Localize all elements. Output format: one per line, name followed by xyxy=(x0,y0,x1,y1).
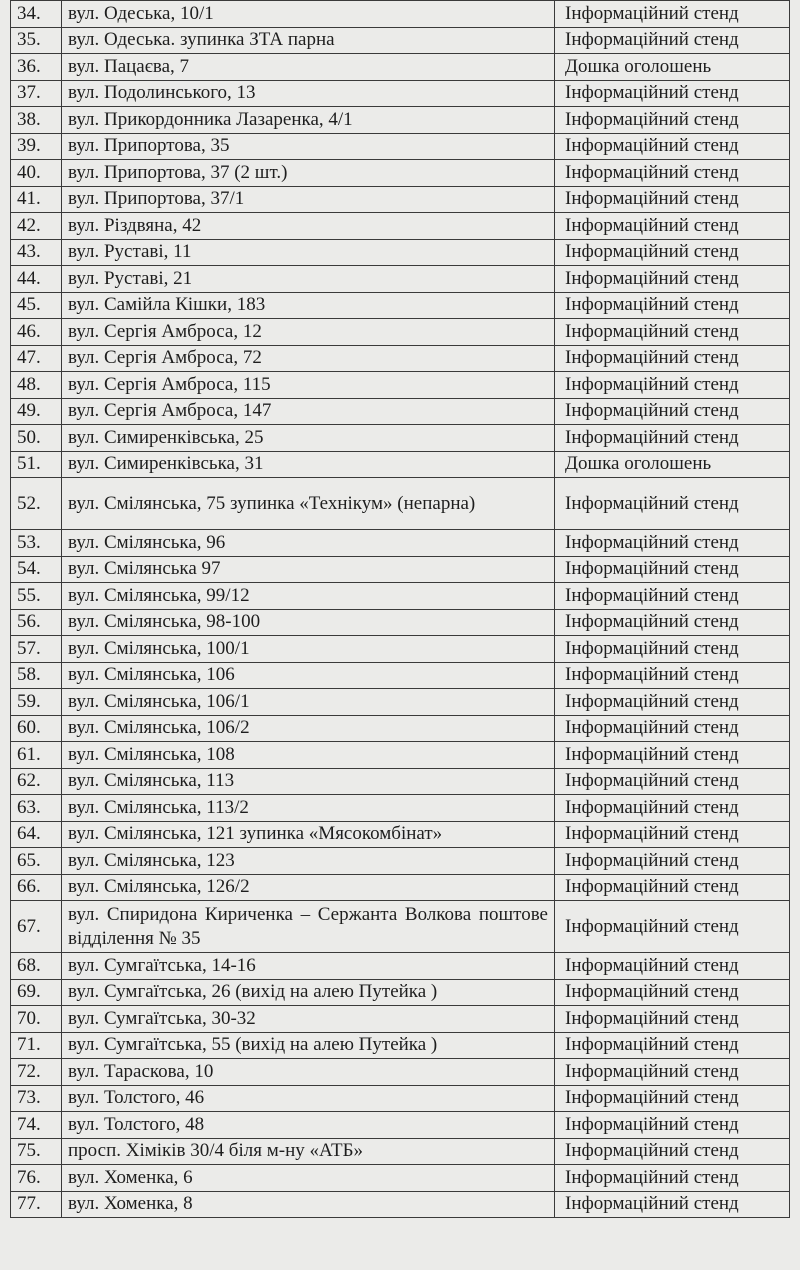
row-type: Інформаційний стенд xyxy=(555,1085,790,1112)
row-type: Інформаційний стенд xyxy=(555,874,790,901)
table-row xyxy=(11,425,790,452)
row-address: вул. Смілянська, 98-100 xyxy=(62,609,555,636)
row-address: вул. Смілянська, 113 xyxy=(62,768,555,795)
row-address: вул. Симиренківська, 25 xyxy=(62,425,555,452)
row-type: Інформаційний стенд xyxy=(555,662,790,689)
row-number: 45. xyxy=(11,292,62,319)
row-type: Інформаційний стенд xyxy=(555,1165,790,1192)
locations-table-body xyxy=(11,1,790,1218)
row-address: вул. Припортова, 37 (2 шт.) xyxy=(62,160,555,187)
row-address: вул. Смілянська 97 xyxy=(62,556,555,583)
row-number: 69. xyxy=(11,979,62,1006)
row-address: вул. Сергія Амброса, 115 xyxy=(62,372,555,399)
row-type: Інформаційний стенд xyxy=(555,372,790,399)
row-type: Інформаційний стенд xyxy=(555,1059,790,1086)
row-number: 49. xyxy=(11,398,62,425)
table-row xyxy=(11,768,790,795)
row-address: вул. Тараскова, 10 xyxy=(62,1059,555,1086)
table-row xyxy=(11,874,790,901)
row-type: Інформаційний стенд xyxy=(555,821,790,848)
table-row xyxy=(11,239,790,266)
table-row xyxy=(11,530,790,557)
table-row xyxy=(11,742,790,769)
row-address: вул. Сумгаїтська, 55 (вихід на алею Путейка ) xyxy=(62,1032,555,1059)
row-type: Інформаційний стенд xyxy=(555,213,790,240)
row-number: 75. xyxy=(11,1138,62,1165)
table-row xyxy=(11,662,790,689)
row-type: Інформаційний стенд xyxy=(555,848,790,875)
row-number: 37. xyxy=(11,80,62,107)
row-number: 35. xyxy=(11,27,62,54)
row-number: 46. xyxy=(11,319,62,346)
table-row xyxy=(11,1059,790,1086)
row-number: 40. xyxy=(11,160,62,187)
row-number: 44. xyxy=(11,266,62,293)
table-row xyxy=(11,1165,790,1192)
row-number: 50. xyxy=(11,425,62,452)
row-number: 77. xyxy=(11,1191,62,1218)
table-row xyxy=(11,54,790,81)
table-row xyxy=(11,901,790,953)
row-address: вул. Сергія Амброса, 72 xyxy=(62,345,555,372)
row-address: вул. Смілянська, 75 зупинка «Технікум» (непарна) xyxy=(62,478,555,530)
row-type: Інформаційний стенд xyxy=(555,689,790,716)
row-type: Інформаційний стенд xyxy=(555,530,790,557)
row-address: вул. Різдвяна, 42 xyxy=(62,213,555,240)
row-number: 55. xyxy=(11,583,62,610)
row-number: 38. xyxy=(11,107,62,134)
row-type: Інформаційний стенд xyxy=(555,768,790,795)
row-type: Інформаційний стенд xyxy=(555,636,790,663)
row-type: Інформаційний стенд xyxy=(555,80,790,107)
table-row xyxy=(11,689,790,716)
row-number: 43. xyxy=(11,239,62,266)
row-address: вул. Смілянська, 108 xyxy=(62,742,555,769)
row-type: Інформаційний стенд xyxy=(555,319,790,346)
row-type: Інформаційний стенд xyxy=(555,425,790,452)
table-row xyxy=(11,319,790,346)
row-number: 34. xyxy=(11,1,62,28)
row-number: 64. xyxy=(11,821,62,848)
row-number: 56. xyxy=(11,609,62,636)
row-type: Інформаційний стенд xyxy=(555,609,790,636)
row-type: Інформаційний стенд xyxy=(555,345,790,372)
table-row xyxy=(11,372,790,399)
row-number: 67. xyxy=(11,901,62,953)
table-row xyxy=(11,80,790,107)
row-type: Інформаційний стенд xyxy=(555,133,790,160)
locations-table xyxy=(10,0,790,1218)
row-address: вул. Припортова, 37/1 xyxy=(62,186,555,213)
row-address: вул. Сергія Амброса, 12 xyxy=(62,319,555,346)
row-address: вул. Смілянська, 106/1 xyxy=(62,689,555,716)
row-type: Інформаційний стенд xyxy=(555,556,790,583)
row-address: вул. Сумгаїтська, 30-32 xyxy=(62,1006,555,1033)
table-row xyxy=(11,478,790,530)
row-type: Інформаційний стенд xyxy=(555,715,790,742)
row-number: 47. xyxy=(11,345,62,372)
row-type: Інформаційний стенд xyxy=(555,901,790,953)
row-address: вул. Спиридона Кириченка – Сержанта Волкова поштове відділення № 35 xyxy=(62,901,555,953)
row-address: вул. Смілянська, 121 зупинка «Мясокомбінат» xyxy=(62,821,555,848)
row-address: вул. Симиренківська, 31 xyxy=(62,451,555,478)
row-type: Дошка оголошень xyxy=(555,54,790,81)
row-address: вул. Смілянська, 106 xyxy=(62,662,555,689)
row-number: 52. xyxy=(11,478,62,530)
row-number: 59. xyxy=(11,689,62,716)
row-number: 72. xyxy=(11,1059,62,1086)
row-number: 42. xyxy=(11,213,62,240)
table-row xyxy=(11,636,790,663)
row-address: вул. Смілянська, 113/2 xyxy=(62,795,555,822)
row-number: 65. xyxy=(11,848,62,875)
table-row xyxy=(11,795,790,822)
row-number: 70. xyxy=(11,1006,62,1033)
row-number: 76. xyxy=(11,1165,62,1192)
row-type: Інформаційний стенд xyxy=(555,1138,790,1165)
row-number: 41. xyxy=(11,186,62,213)
row-type: Дошка оголошень xyxy=(555,451,790,478)
row-address: вул. Сумгаїтська, 14-16 xyxy=(62,953,555,980)
row-type: Інформаційний стенд xyxy=(555,1032,790,1059)
row-number: 54. xyxy=(11,556,62,583)
row-address: вул. Смілянська, 106/2 xyxy=(62,715,555,742)
row-address: вул. Смілянська, 100/1 xyxy=(62,636,555,663)
table-row xyxy=(11,1032,790,1059)
row-address: вул. Сумгаїтська, 26 (вихід на алею Путейка ) xyxy=(62,979,555,1006)
row-number: 57. xyxy=(11,636,62,663)
table-row xyxy=(11,398,790,425)
row-number: 60. xyxy=(11,715,62,742)
row-address: вул. Одеська. зупинка ЗТА парна xyxy=(62,27,555,54)
row-type: Інформаційний стенд xyxy=(555,239,790,266)
row-address: вул. Толстого, 48 xyxy=(62,1112,555,1139)
table-row xyxy=(11,451,790,478)
row-type: Інформаційний стенд xyxy=(555,292,790,319)
row-address: вул. Одеська, 10/1 xyxy=(62,1,555,28)
table-row xyxy=(11,715,790,742)
row-type: Інформаційний стенд xyxy=(555,1191,790,1218)
row-number: 74. xyxy=(11,1112,62,1139)
row-address: вул. Пацаєва, 7 xyxy=(62,54,555,81)
row-number: 53. xyxy=(11,530,62,557)
table-row xyxy=(11,556,790,583)
table-row xyxy=(11,160,790,187)
row-type: Інформаційний стенд xyxy=(555,27,790,54)
row-address: просп. Хіміків 30/4 біля м-ну «АТБ» xyxy=(62,1138,555,1165)
table-row xyxy=(11,213,790,240)
table-row xyxy=(11,107,790,134)
row-address: вул. Смілянська, 126/2 xyxy=(62,874,555,901)
row-number: 48. xyxy=(11,372,62,399)
row-address: вул. Смілянська, 96 xyxy=(62,530,555,557)
row-address: вул. Прикордонника Лазаренка, 4/1 xyxy=(62,107,555,134)
row-type: Інформаційний стенд xyxy=(555,583,790,610)
table-row xyxy=(11,1138,790,1165)
table-row xyxy=(11,848,790,875)
row-type: Інформаційний стенд xyxy=(555,795,790,822)
row-type: Інформаційний стенд xyxy=(555,107,790,134)
table-row xyxy=(11,1112,790,1139)
row-number: 58. xyxy=(11,662,62,689)
table-row xyxy=(11,583,790,610)
row-address: вул. Смілянська, 123 xyxy=(62,848,555,875)
row-type: Інформаційний стенд xyxy=(555,1006,790,1033)
table-row xyxy=(11,1085,790,1112)
row-address: вул. Хоменка, 6 xyxy=(62,1165,555,1192)
table-row xyxy=(11,1,790,28)
row-address: вул. Самійла Кішки, 183 xyxy=(62,292,555,319)
table-row xyxy=(11,953,790,980)
row-number: 66. xyxy=(11,874,62,901)
row-type: Інформаційний стенд xyxy=(555,186,790,213)
row-address: вул. Сергія Амброса, 147 xyxy=(62,398,555,425)
row-number: 73. xyxy=(11,1085,62,1112)
row-type: Інформаційний стенд xyxy=(555,742,790,769)
table-row xyxy=(11,609,790,636)
row-number: 61. xyxy=(11,742,62,769)
row-number: 63. xyxy=(11,795,62,822)
table-row xyxy=(11,821,790,848)
row-address: вул. Припортова, 35 xyxy=(62,133,555,160)
row-type: Інформаційний стенд xyxy=(555,398,790,425)
row-type: Інформаційний стенд xyxy=(555,979,790,1006)
row-number: 71. xyxy=(11,1032,62,1059)
row-number: 39. xyxy=(11,133,62,160)
row-type: Інформаційний стенд xyxy=(555,478,790,530)
table-row xyxy=(11,266,790,293)
table-row xyxy=(11,27,790,54)
row-type: Інформаційний стенд xyxy=(555,160,790,187)
table-row xyxy=(11,133,790,160)
row-number: 68. xyxy=(11,953,62,980)
table-row xyxy=(11,186,790,213)
row-type: Інформаційний стенд xyxy=(555,1112,790,1139)
table-row xyxy=(11,1006,790,1033)
row-address: вул. Толстого, 46 xyxy=(62,1085,555,1112)
row-type: Інформаційний стенд xyxy=(555,266,790,293)
row-address: вул. Подолинського, 13 xyxy=(62,80,555,107)
row-address: вул. Руставі, 21 xyxy=(62,266,555,293)
row-number: 62. xyxy=(11,768,62,795)
row-number: 51. xyxy=(11,451,62,478)
row-type: Інформаційний стенд xyxy=(555,1,790,28)
row-address: вул. Хоменка, 8 xyxy=(62,1191,555,1218)
row-number: 36. xyxy=(11,54,62,81)
row-type: Інформаційний стенд xyxy=(555,953,790,980)
table-row xyxy=(11,345,790,372)
table-row xyxy=(11,292,790,319)
row-address: вул. Руставі, 11 xyxy=(62,239,555,266)
table-row xyxy=(11,979,790,1006)
row-address: вул. Смілянська, 99/12 xyxy=(62,583,555,610)
table-row xyxy=(11,1191,790,1218)
